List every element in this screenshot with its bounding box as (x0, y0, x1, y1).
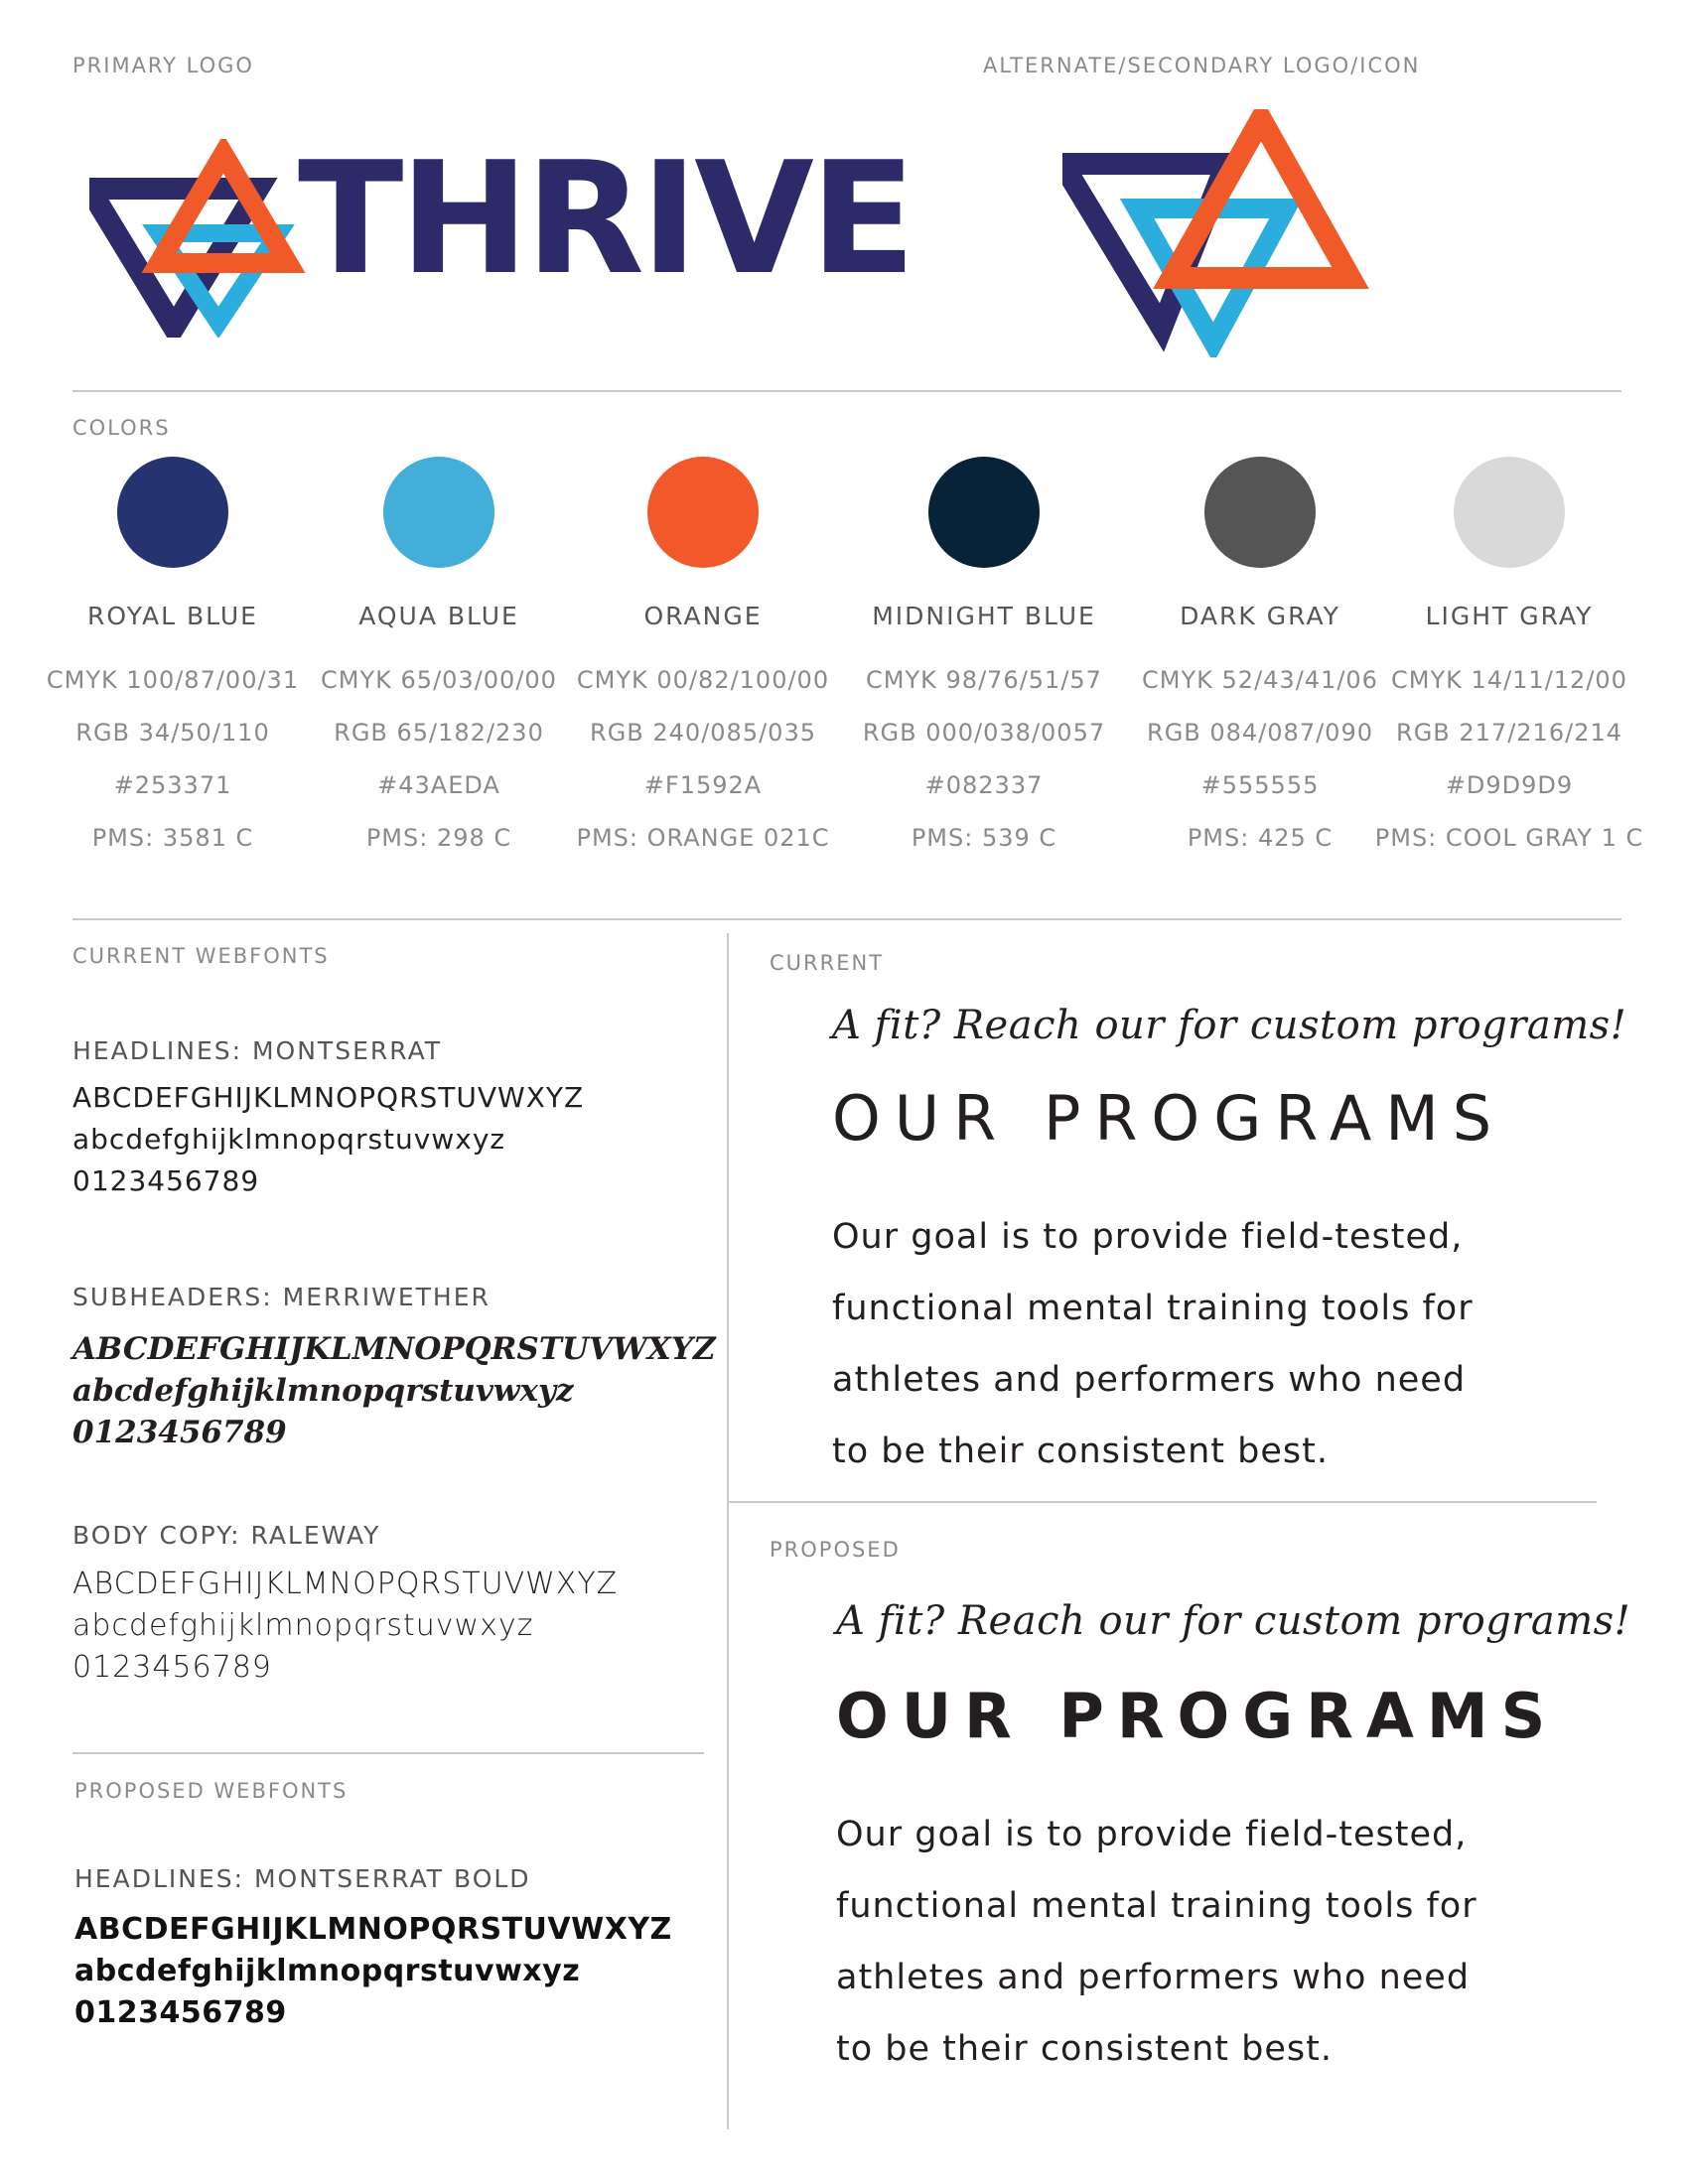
color-pms: PMS: COOL GRAY 1 C (1374, 824, 1644, 852)
body-digits: 0123456789 (72, 1650, 272, 1685)
color-cmyk: CMYK 100/87/00/31 (46, 666, 300, 694)
proposed-headlines-digits: 0123456789 (74, 1995, 287, 2030)
primary-logo-label: PRIMARY LOGO (72, 54, 254, 77)
color-dot (1454, 457, 1565, 568)
body-line: Our goal is to provide field-tested, (836, 1815, 1468, 1854)
subheaders-digits: 0123456789 (72, 1415, 287, 1450)
color-pms: PMS: 425 C (1187, 824, 1334, 852)
body-line: to be their consistent best. (832, 1432, 1329, 1471)
proposed-headlines-lower: abcdefghijklmnopqrstuvwxyz (74, 1954, 581, 1988)
color-hex: #555555 (1200, 771, 1320, 799)
swatch-aqua-blue (300, 457, 578, 865)
body-upper: ABCDEFGHIJKLMNOPQRSTUVWXYZ (72, 1567, 619, 1601)
colors-label: COLORS (72, 416, 171, 440)
color-cmyk: CMYK 98/76/51/57 (866, 666, 1102, 694)
color-dot (117, 457, 228, 568)
swatch-royal-blue (34, 457, 312, 865)
swatch-orange (564, 457, 842, 865)
color-rgb: RGB 65/182/230 (334, 719, 544, 747)
color-cmyk: CMYK 14/11/12/00 (1391, 666, 1627, 694)
swatch-light-gray (1370, 457, 1648, 865)
body-line: Our goal is to provide field-tested, (832, 1217, 1464, 1257)
proposed-headlines-font-title: HEADLINES: MONTSERRAT BOLD (74, 1864, 531, 1893)
thrive-logo-mark (89, 139, 308, 338)
color-name: DARK GRAY (1180, 602, 1340, 630)
proposed-sample-headline: OUR PROGRAMS (836, 1680, 1559, 1752)
color-rgb: RGB 240/085/035 (590, 719, 816, 747)
secondary-logo-label: ALTERNATE/SECONDARY LOGO/ICON (983, 54, 1421, 77)
body-lower: abcdefghijklmnopqrstuvwxyz (72, 1608, 534, 1643)
color-rgb: RGB 217/216/214 (1396, 719, 1622, 747)
proposed-webfonts-label: PROPOSED WEBFONTS (74, 1779, 349, 1803)
headlines-lower: abcdefghijklmnopqrstuvwxyz (72, 1123, 506, 1156)
column-divider (727, 933, 729, 2129)
proposed-headlines-upper: ABCDEFGHIJKLMNOPQRSTUVWXYZ (74, 1912, 672, 1947)
color-hex: #D9D9D9 (1445, 771, 1574, 799)
swatch-midnight-blue (845, 457, 1123, 865)
divider (72, 918, 1621, 920)
divider (72, 1752, 704, 1754)
subheaders-upper: ABCDEFGHIJKLMNOPQRSTUVWXYZ (72, 1331, 716, 1367)
headlines-upper: ABCDEFGHIJKLMNOPQRSTUVWXYZ (72, 1081, 585, 1114)
headlines-digits: 0123456789 (72, 1164, 260, 1197)
color-cmyk: CMYK 52/43/41/06 (1142, 666, 1378, 694)
current-sample-subheader: A fit? Reach our for custom programs! (832, 1003, 1627, 1048)
color-dot (383, 457, 494, 568)
body-line: athletes and performers who need (836, 1958, 1471, 1997)
color-rgb: RGB 000/038/0057 (862, 719, 1106, 747)
color-cmyk: CMYK 65/03/00/00 (321, 666, 557, 694)
color-pms: PMS: ORANGE 021C (576, 824, 830, 852)
color-name: AQUA BLUE (358, 602, 519, 630)
color-pms: PMS: 3581 C (91, 824, 254, 852)
body-line: functional mental training tools for (832, 1289, 1474, 1328)
color-hex: #253371 (113, 771, 232, 799)
color-hex: #082337 (924, 771, 1044, 799)
color-name: MIDNIGHT BLUE (872, 602, 1096, 630)
color-dot (1204, 457, 1316, 568)
divider (72, 390, 1621, 392)
thrive-icon-logo (1062, 109, 1380, 357)
color-pms: PMS: 539 C (911, 824, 1057, 852)
proposed-sample-label: PROPOSED (770, 1538, 901, 1562)
current-webfonts-label: CURRENT WEBFONTS (72, 944, 330, 968)
color-name: LIGHT GRAY (1425, 602, 1594, 630)
color-cmyk: CMYK 00/82/100/00 (576, 666, 830, 694)
color-rgb: RGB 34/50/110 (75, 719, 270, 747)
color-name: ROYAL BLUE (87, 602, 258, 630)
color-hex: #43AEDA (377, 771, 500, 799)
current-sample-label: CURRENT (770, 951, 885, 975)
proposed-sample-body (836, 1799, 1477, 2085)
divider (727, 1501, 1597, 1503)
color-pms: PMS: 298 C (365, 824, 512, 852)
body-font-title: BODY COPY: RALEWAY (72, 1521, 381, 1550)
body-line: to be their consistent best. (836, 2029, 1333, 2069)
current-sample-body (832, 1201, 1474, 1487)
subheaders-font-title: SUBHEADERS: MERRIWETHER (72, 1283, 491, 1311)
swatch-dark-gray (1121, 457, 1399, 865)
thrive-wordmark: THRIVE (298, 128, 913, 309)
body-line: functional mental training tools for (836, 1886, 1477, 1926)
color-name: ORANGE (643, 602, 763, 630)
body-line: athletes and performers who need (832, 1360, 1467, 1400)
headlines-font-title: HEADLINES: MONTSERRAT (72, 1036, 443, 1065)
current-sample-headline: OUR PROGRAMS (832, 1082, 1506, 1155)
color-rgb: RGB 084/087/090 (1147, 719, 1373, 747)
color-dot (647, 457, 759, 568)
proposed-sample-subheader: A fit? Reach our for custom programs! (836, 1598, 1631, 1644)
color-dot (928, 457, 1040, 568)
color-hex: #F1592A (643, 771, 763, 799)
subheaders-lower: abcdefghijklmnopqrstuvwxyz (72, 1373, 574, 1409)
